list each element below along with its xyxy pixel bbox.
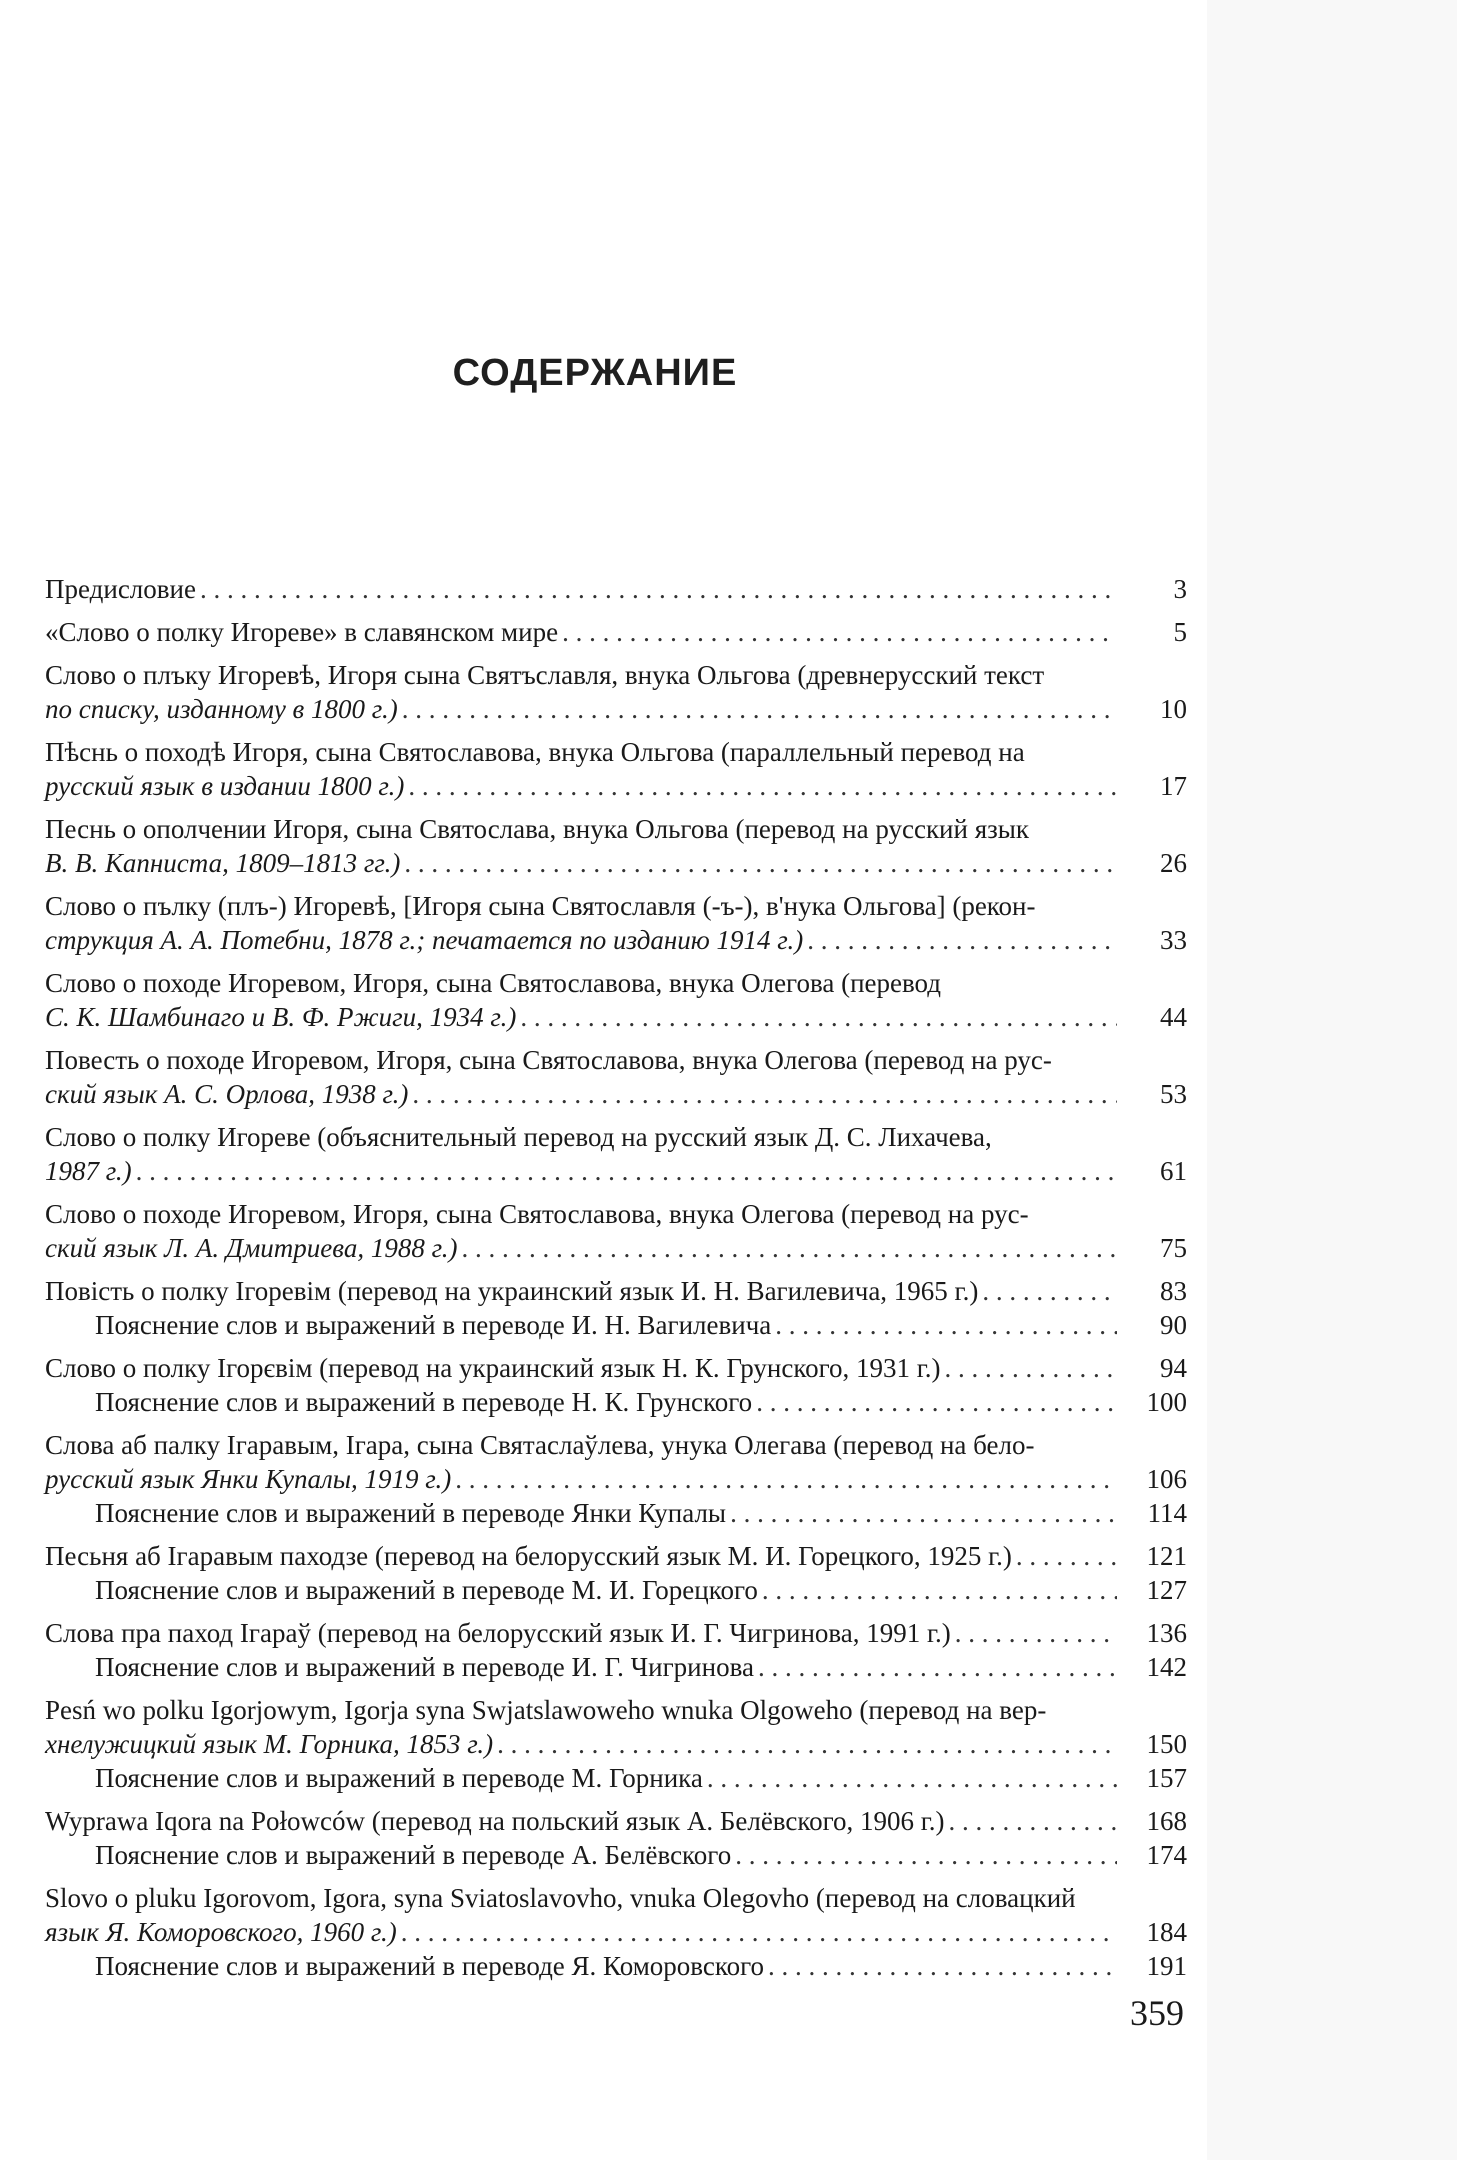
toc-page-number: 114 (1147, 1498, 1187, 1528)
toc-entry (45, 1616, 1187, 1684)
toc-entry-title: Слово о пълку (плъ-) Игоревѣ, [Игоря сына Святославля (-ъ-), в'нука Ольгова] (рекон- (45, 891, 1036, 921)
toc-page-number: 142 (1146, 1652, 1187, 1682)
toc-entry (45, 1804, 1187, 1872)
toc-page-number: 100 (1146, 1387, 1187, 1417)
page-title: СОДЕРЖАНИЕ (452, 352, 738, 394)
toc-entry-title: Слова пра паход Ігараў (перевод на белорусский язык И. Г. Чигринова, 1991 г.) (45, 1618, 951, 1648)
toc-subentry-title: Пояснение слов и выражений в переводе Я. Коморовского (95, 1951, 765, 1981)
toc-entry (45, 1197, 1187, 1265)
toc-entry-title: Повесть о походе Игоревом, Игоря, сына Святославова, внука Олегова (перевод на рус- (45, 1045, 1052, 1075)
toc-page-number: 184 (1146, 1917, 1187, 1947)
toc-entry-title-cont: русский язык Янки Купалы, 1919 г.) (45, 1464, 452, 1494)
toc-page-number: 61 (1160, 1156, 1187, 1186)
toc-entry-title: «Слово о полку Игореве» в славянском мире (45, 617, 559, 647)
toc-entry-title: Слово о походе Игоревом, Игоря, сына Святославова, внука Олегова (перевод (45, 968, 942, 998)
toc-page-number: 168 (1146, 1806, 1187, 1836)
toc-page-number: 150 (1146, 1729, 1187, 1759)
toc-entry (45, 1351, 1187, 1419)
toc-entry-title: Песьня аб Ігаравым паходзе (перевод на белорусский язык М. И. Горецкого, 1925 г.) (45, 1541, 1012, 1571)
toc-subentry-title: Пояснение слов и выражений в переводе Н. К. Грунского (95, 1387, 753, 1417)
toc-entry (45, 1428, 1187, 1530)
toc-page-number: 121 (1146, 1541, 1187, 1571)
toc-entry-title: Повість о полку Ігоревім (перевод на украинский язык И. Н. Вагилевича, 1965 г.) (45, 1276, 979, 1306)
toc-entry-title: Слово о походе Игоревом, Игоря, сына Святославова, внука Олегова (перевод на рус- (45, 1199, 1029, 1229)
toc-subentry-title: Пояснение слов и выражений в переводе И. Г. Чигринова (95, 1652, 754, 1682)
toc-subentry-title: Пояснение слов и выражений в переводе Янки Купалы (95, 1498, 727, 1528)
toc-entry-title-cont: русский язык в издании 1800 г.) (45, 771, 405, 801)
toc-page-number: 90 (1160, 1310, 1187, 1340)
toc-page-number: 127 (1146, 1575, 1187, 1605)
toc-entry (45, 1043, 1187, 1111)
toc-entry (45, 658, 1187, 726)
toc-entry-title-cont: ский язык А. С. Орлова, 1938 г.) (45, 1079, 409, 1109)
toc-entry (45, 1539, 1187, 1607)
toc-entry-title-cont: струкция А. А. Потебни, 1878 г.; печатается по изданию 1914 г.) (45, 925, 804, 955)
toc-entry (45, 1693, 1187, 1795)
toc-page-number: 33 (1160, 925, 1187, 955)
toc-entry-title-cont: ский язык Л. А. Дмитриева, 1988 г.) (45, 1233, 458, 1263)
toc-page-number: 157 (1146, 1763, 1187, 1793)
toc-entry-title-cont: язык Я. Коморовского, 1960 г.) (45, 1917, 397, 1947)
toc-page-number: 75 (1160, 1233, 1187, 1263)
toc-entry-title: Wyprawa Iqora na Połowców (перевод на польский язык А. Белёвского, 1906 г.) (45, 1806, 945, 1836)
toc-page-number: 5 (1173, 617, 1187, 647)
toc-subentry-title: Пояснение слов и выражений в переводе М. Горника (95, 1763, 703, 1793)
toc-entry (45, 1274, 1187, 1342)
toc-subentry-title: Пояснение слов и выражений в переводе И. Н. Вагилевича (95, 1310, 772, 1340)
toc-entry-title: Слово о полку Игореве (объяснительный перевод на русский язык Д. С. Лихачева, (45, 1122, 992, 1152)
toc-entry-title: Слова аб палку Ігаравым, Ігара, сына Святаслаўлева, унука Олегава (перевод на бело- (45, 1430, 1035, 1460)
toc-page-number: 94 (1160, 1353, 1187, 1383)
toc-entry (45, 889, 1187, 957)
toc-entry (45, 812, 1187, 880)
toc-entry-title: Slovo o pluku Igorovom, Igora, syna Sviatoslavovho, vnuka Olegovho (перевод на словацкий (45, 1883, 1076, 1913)
toc-page-number: 26 (1160, 848, 1187, 878)
toc-entry (45, 735, 1187, 803)
toc-page-number: 191 (1146, 1951, 1187, 1981)
toc-entry (45, 615, 1187, 649)
page-number: 359 (1130, 1993, 1184, 2033)
table-of-contents (45, 572, 1187, 1992)
toc-entry (45, 572, 1187, 606)
toc-page-number: 174 (1146, 1840, 1187, 1870)
toc-entry-title: Предисловие (45, 574, 196, 604)
toc-entry-title-cont: хнелужицкий язык М. Горника, 1853 г.) (45, 1729, 494, 1759)
toc-page-number: 44 (1160, 1002, 1187, 1032)
toc-page-number: 10 (1160, 694, 1187, 724)
toc-page-number: 17 (1160, 771, 1187, 801)
toc-page-number: 106 (1146, 1464, 1187, 1494)
toc-entry-title: Пѣснь о походѣ Игоря, сына Святославова, внука Ольгова (параллельный перевод на (45, 737, 1025, 767)
toc-page-number: 83 (1160, 1276, 1187, 1306)
toc-entry (45, 1881, 1187, 1983)
toc-entry-title-cont: С. К. Шамбинаго и В. Ф. Ржиги, 1934 г.) (45, 1002, 517, 1032)
toc-subentry-title: Пояснение слов и выражений в переводе М. И. Горецкого (95, 1575, 758, 1605)
toc-entry-title-cont: 1987 г.) (45, 1156, 132, 1186)
toc-entry-title: Pesń wo polku Igorjowym, Igorja syna Swjatslawoweho wnuka Olgoweho (перевод на вер- (45, 1695, 1047, 1725)
toc-entry-title: Слово о полку Ігорєвім (перевод на украинский язык Н. К. Грунского, 1931 г.) (45, 1353, 941, 1383)
toc-page-number: 3 (1173, 574, 1187, 604)
toc-page-number: 136 (1146, 1618, 1187, 1648)
toc-entry-title-cont: В. В. Капниста, 1809–1813 гг.) (45, 848, 401, 878)
toc-subentry-title: Пояснение слов и выражений в переводе А. Белёвского (95, 1840, 732, 1870)
toc-entry-title-cont: по списку, изданному в 1800 г.) (45, 694, 398, 724)
toc-entry-title: Песнь о ополчении Игоря, сына Святослава, внука Ольгова (перевод на русский язык (45, 814, 1030, 844)
toc-page-number: 53 (1160, 1079, 1187, 1109)
toc-entry-title: Слово о плъку Игоревѣ, Игоря сына Святъславля, внука Ольгова (древнерусский текст (45, 660, 1045, 690)
toc-entry (45, 1120, 1187, 1188)
toc-entry (45, 966, 1187, 1034)
